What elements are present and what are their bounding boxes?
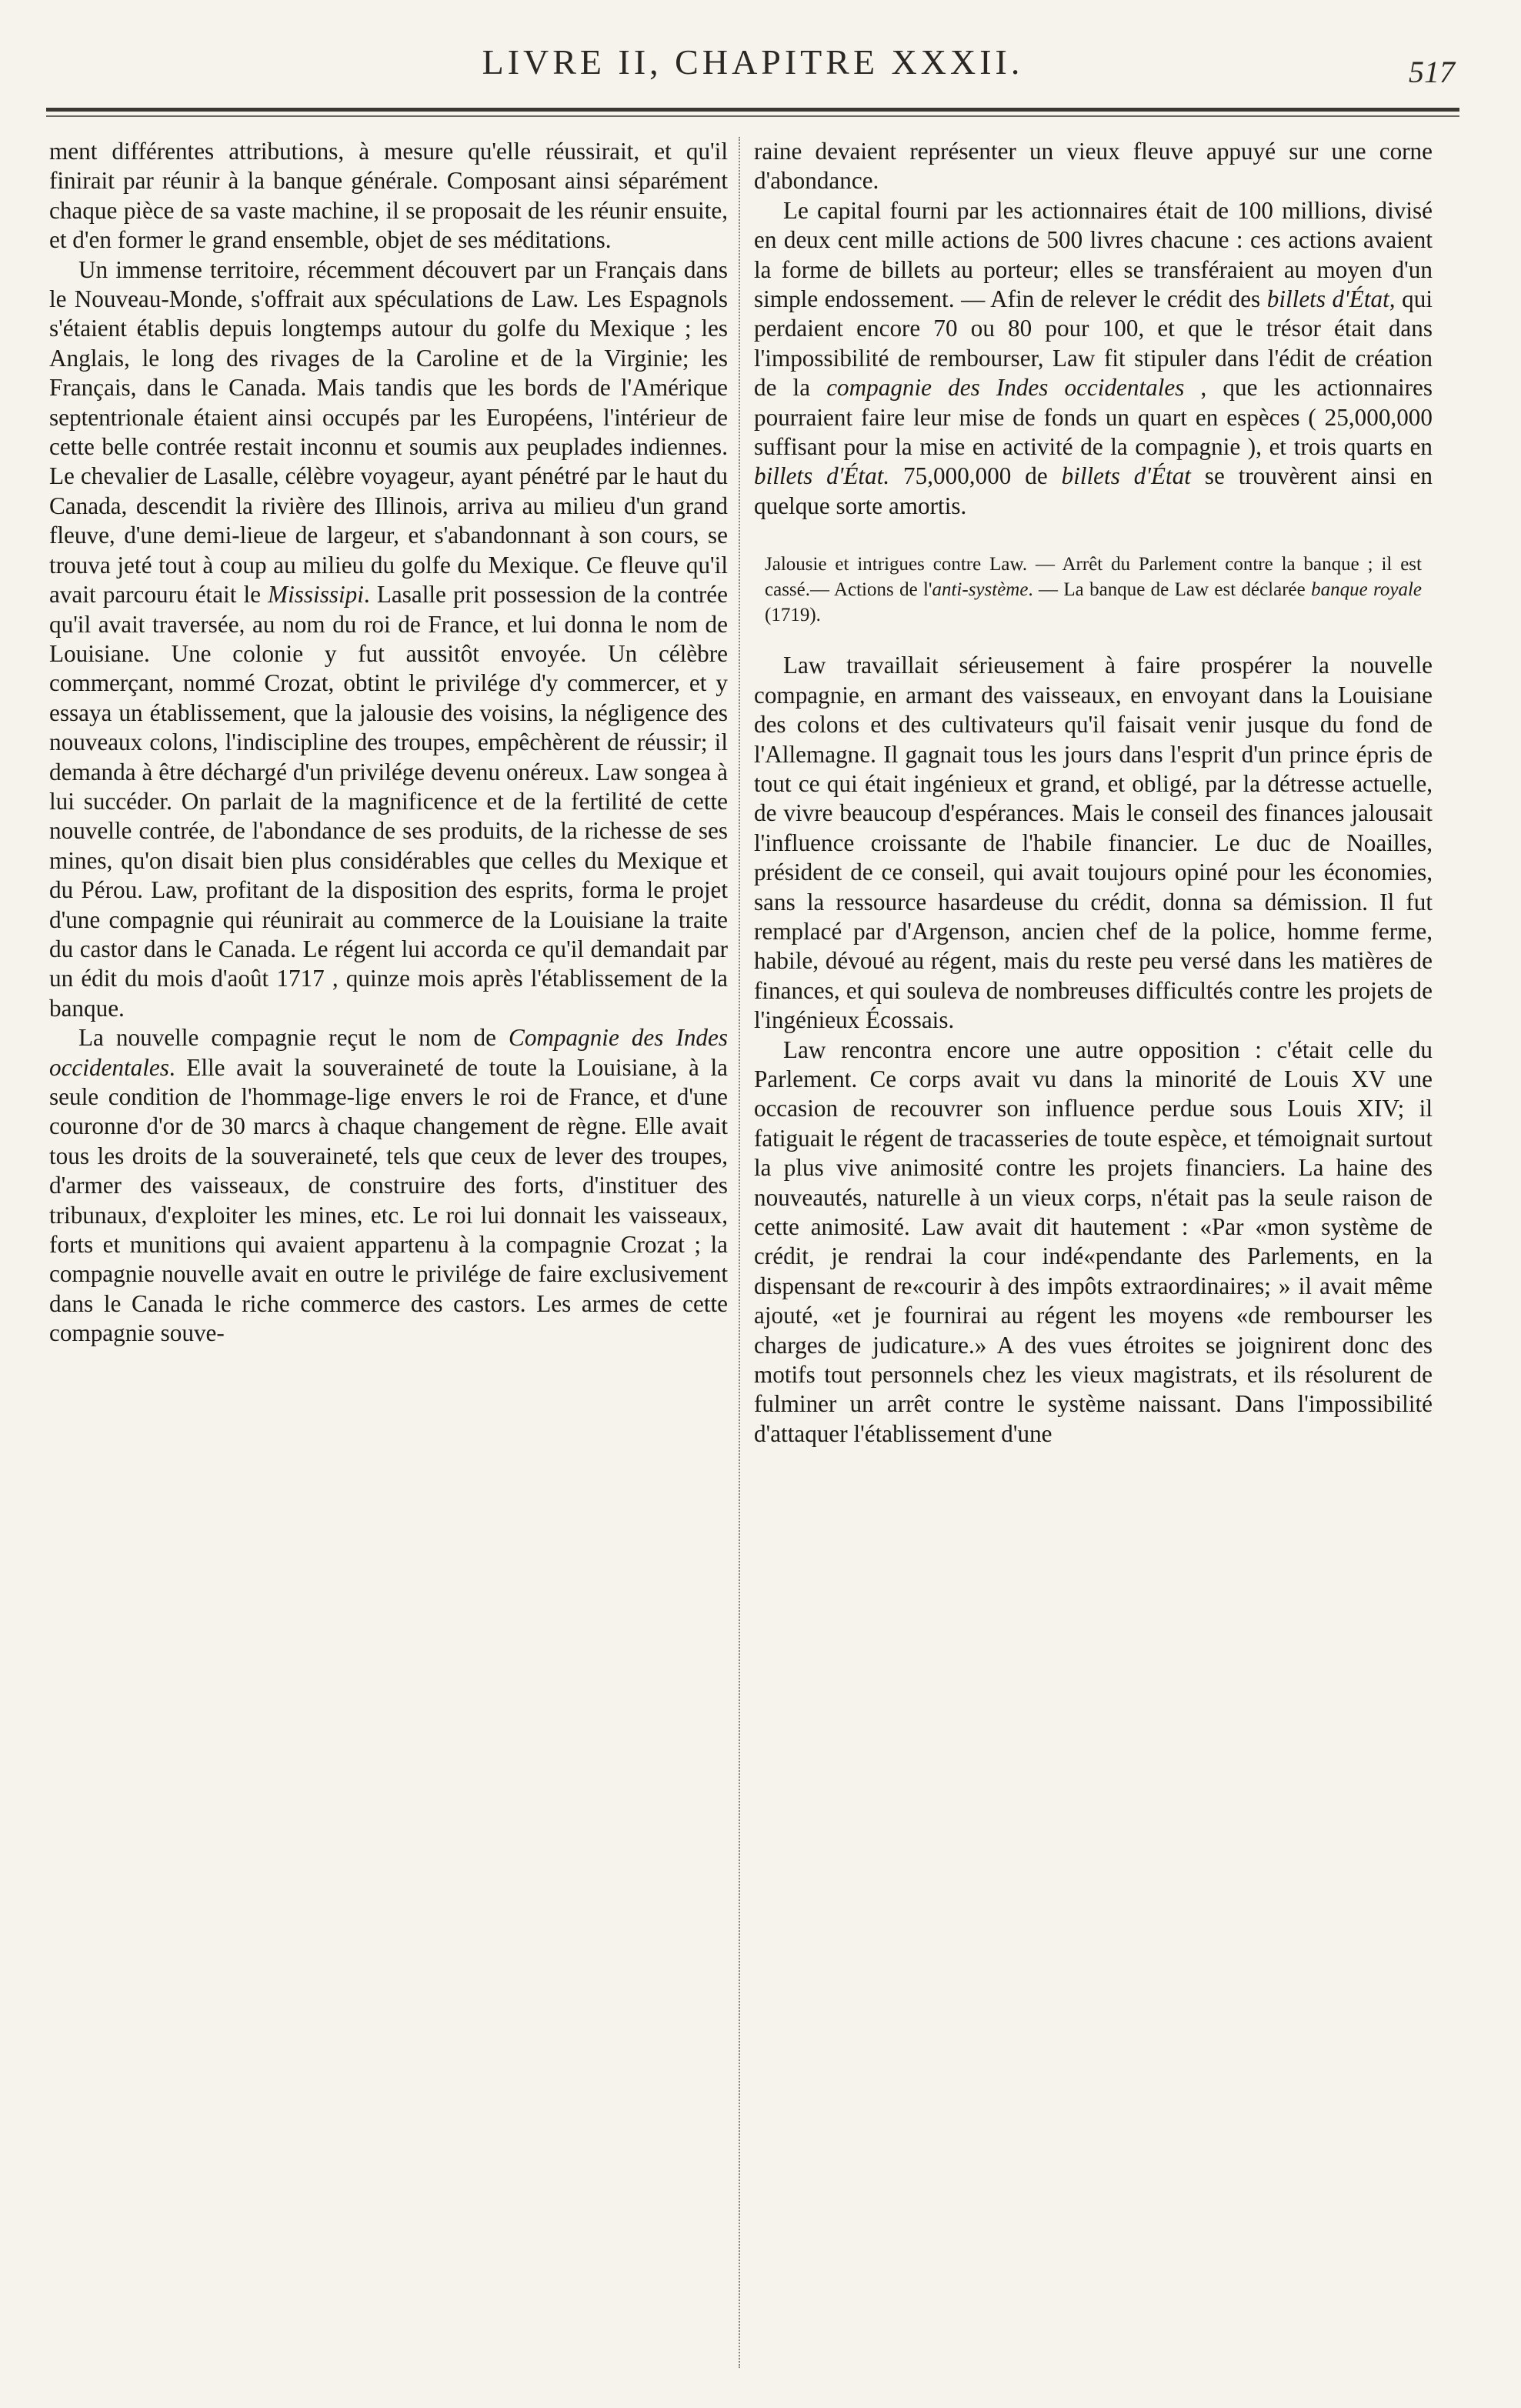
section-summary [754, 552, 1433, 628]
text-run: Un immense territoire, récemment découvert par un Français dans le Nouveau-Monde, s'offrait aux spéculations de Law. Les Espagnols s'étaient établis depuis longtemps autour du golfe du Mexique ; les Anglais, le long des rivages de la Caroline et de la Virginie; les Français, dans le Canada. Mais tandis que les bords de l'Amérique septentrionale étaient ainsi occupés par les Européens, l'intérieur de cette belle contrée restait inconnu et soumis aux peuplades indiennes. Le chevalier de Lasalle, célèbre voyageur, ayant pénétré par le haut du Canada, descendit la rivière des Illinois, arriva au milieu d'un grand fleuve, d'une demi-lieue de largeur, et s'abandonnant à son cours, se trouva jeté tout à coup au milieu du golfe du Mexique. Ce fleuve qu'il avait parcouru était le [49, 255, 728, 609]
italic-term: billets d'État [1061, 462, 1191, 490]
paragraph [49, 255, 728, 1024]
text-run: La nouvelle compagnie reçut le nom de [78, 1024, 509, 1052]
paragraph [754, 196, 1433, 521]
header-rule [46, 108, 1459, 112]
page-header [46, 31, 1459, 115]
running-title: LIVRE II, CHAPITRE XXXII. [482, 42, 1024, 82]
page-number: 517 [1409, 55, 1455, 89]
paragraph [49, 1023, 728, 1348]
italic-term: billets d'État. [754, 462, 890, 490]
text-run: se trouvèrent ainsi en quelque sorte amortis. [754, 462, 1433, 519]
text-run: . — La banque de Law est déclarée [1028, 579, 1312, 601]
italic-term: billets d'État, [1266, 285, 1396, 313]
italic-term: anti-système [932, 579, 1029, 601]
paragraph: ment différentes attributions, à mesure qu'elle réussirait, et qu'il finirait par réunir à la banque générale. Composant ainsi séparément chaque pièce de sa vaste machine, il se proposait de les réunir ensuite, et d'en former le grand ensemble, objet de ses méditations. [49, 138, 728, 254]
text-run: . Elle avait la souveraineté de toute la Louisiane, à la seule condition de l'hommage-lige envers le roi de France, et d'une couronne d'or de 30 marcs à chaque changement de règne. Elle avait tous les droits de la souveraineté, tels que ceux de lever des troupes, d'armer des vaisseaux, de construire des forts, d'instituer des tribunaux, d'exploiter les mines, etc. Le roi lui donnait les vaisseaux, forts et munitions qui avaient appartenu à la compagnie Crozat ; la compagnie nouvelle avait en outre le privilége de faire exclusivement dans le Canada le riche commerce des castors. Les armes de cette compagnie souve- [49, 1053, 728, 1347]
paragraph: Law travaillait sérieusement à faire prospérer la nouvelle compagnie, en armant des vaisseaux, en envoyant dans la Louisiane des colons et des cultivateurs qu'il faisait venir jusque du fond de l'Allemagne. Il gagnait tous les jours dans l'esprit d'un prince épris de tout ce qui était ingénieux et grand, et obligé, par la détresse actuelle, de vivre beaucoup d'espérances. Mais le conseil des finances jalousait l'influence croissante de l'habile financier. Le duc de Noailles, président de ce conseil, qui avait toujours opiné pour les économies, sans la ressource hasardeuse du crédit, donna sa démission. Il fut remplacé par d'Argenson, ancien chef de la police, homme ferme, habile, dévoué au régent, mais du reste peu versé dans les matières de finances, et qui souleva de nombreuses difficultés contre les projets de l'ingénieux Écossais. [754, 652, 1433, 1034]
text-run: . Lasalle prit possession de la contrée qu'il avait traversée, au nom du roi de France, et lui donna le nom de Louisiane. Une colonie y fut aussitôt envoyée. Un célèbre commerçant, nommé Crozat, obtint le privilége d'y commercer, et y essaya un établissement, que la jalousie des voisins, la négligence des nouveaux colons, l'indiscipline des troupes, empêchèrent de réussir; il demanda à être déchargé d'un privilége devenu onéreux. Law songea à lui succéder. On parlait de la magnificence et de la fertilité de cette nouvelle contrée, de l'abondance de ses produits, de la richesse de ses mines, qu'on disait bien plus considérables que celles du Mexique et du Pérou. Law, profitant de la disposition des esprits, forma le projet d'une compagnie qui réunirait au commerce de la Louisiane la traite du castor dans le Canada. Le régent lui accorda ce qu'il demandait par un édit du mois d'août 1717 , quinze mois après l'établissement de la banque. [49, 581, 728, 1022]
text-run: 75,000,000 de [889, 462, 1062, 490]
text-run: , que les actionnaires pourraient faire leur mise de fonds un quart en espèces ( 25,000,000 suffisant pour la mise en activité de la compagnie ), et trois quarts en [754, 374, 1433, 461]
italic-term: compagnie des Indes occidentales [826, 374, 1185, 402]
column-divider [739, 137, 742, 2368]
paragraph: raine devaient représenter un vieux fleuve appuyé sur une corne d'abondance. [754, 138, 1433, 195]
left-column [49, 137, 728, 1349]
text-run: Le capital fourni par les actionnaires était de 100 millions, divisé en deux cent mille actions de 500 livres chacune : ces actions avaient la forme de billets au porteur; elles se transféraient au moyen d'un simple endossement. — Afin de relever le crédit des [754, 196, 1433, 313]
text-run: Jalousie et intrigues contre Law. — Arrêt du Parlement contre la banque ; il est cassé.— Actions de l' [765, 554, 1422, 601]
italic-term: Compagnie des Indes occidentales [49, 1024, 728, 1081]
text-run: qui perdaient encore 70 ou 80 pour 100, et que le trésor était dans l'impossibilité de rembourser, Law fit stipuler dans l'édit de création de la [754, 285, 1433, 402]
italic-term: Mississipi [268, 581, 364, 609]
paragraph: Law rencontra encore une autre opposition : c'était celle du Parlement. Ce corps avait vu dans la minorité de Louis XV une occasion de recouvrer son influence perdue sous Louis XIV; il fatiguait le régent de tracasseries de toute espèce, et témoignait surtout la plus vive animosité contre les projets financiers. La haine des nouveautés, naturelle à un vieux corps, n'était pas la seule raison de cette animosité. Law avait dit hautement : «Par «mon système de crédit, je rendrai la cour indé«pendante des Parlements, en la dispensant de re«courir à des impôts extraordinaires; » il avait même ajouté, «et je fournirai au régent les moyens «de rembourser les charges de judicature.» A des vues étroites se joignirent donc des motifs tout personnels chez les vieux magistrats, et ils résolurent de fulminer un arrêt contre le système naissant. Dans l'impossibilité d'attaquer l'établissement d'une [754, 1036, 1433, 1447]
header-rule-thin [46, 115, 1459, 117]
right-column [754, 137, 1433, 1449]
text-run: (1719). [765, 605, 821, 626]
italic-term: banque royale [1311, 579, 1422, 601]
